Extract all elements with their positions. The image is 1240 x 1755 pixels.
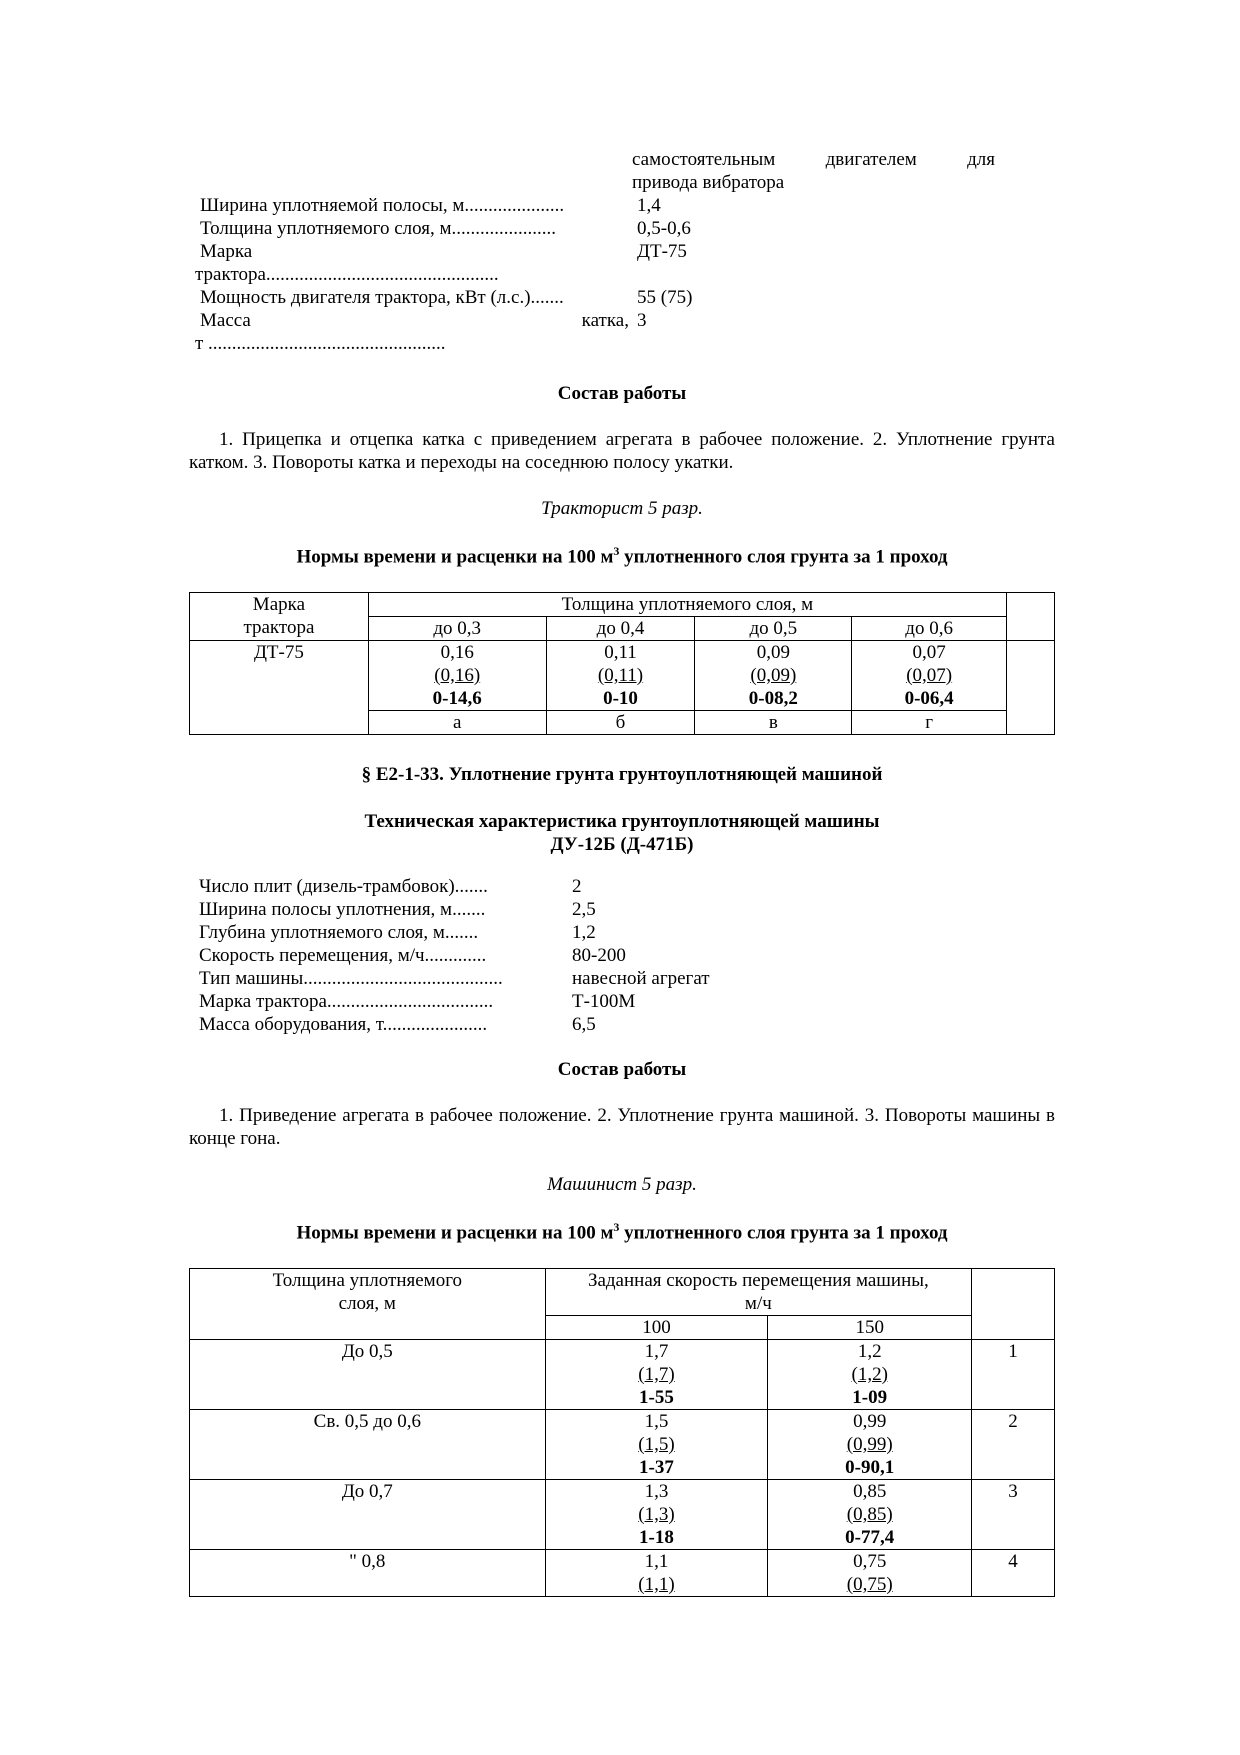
worker-grade: Машинист 5 разр. [547, 1174, 697, 1195]
paragraph-title: § Е2-1-33. Уплотнение грунта грунтоуплотняющей машиной [361, 764, 883, 785]
table-row [190, 1480, 1055, 1550]
spec-label: Толщина уплотняемого слоя, м...................... [200, 218, 557, 239]
norm-title [189, 1220, 1055, 1244]
spec-title-line: ДУ-12Б (Д-471Б) [550, 834, 694, 855]
spec-label-right: катка, [581, 310, 629, 331]
work-composition-heading: Состав работы [557, 1059, 687, 1080]
spec-value-word: для [967, 149, 995, 170]
norm-title-text: Нормы времени и расценки на 100 м [296, 546, 614, 568]
column-header: до 0,3 [368, 617, 546, 641]
spec-label: Масса оборудования, т...................... [199, 1014, 488, 1035]
row-label: ДТ-75 [190, 641, 369, 735]
spec-label: Ширина уплотняемой полосы, м..................... [200, 195, 565, 216]
spec-value: 1,4 [637, 195, 661, 216]
column-header: до 0,4 [546, 617, 695, 641]
spec-label: Тип машины.......................................... [199, 968, 503, 989]
value-cell: 0,11 (0,11) 0-10 [546, 641, 695, 711]
spec-label: Марка трактора................................... [199, 991, 494, 1012]
value-cell: 0,99 (0,99) 0-90,1 [768, 1410, 972, 1480]
value-cell: 1,3 (1,3) 1-18 [545, 1480, 768, 1550]
spec-label: Марка [200, 241, 253, 262]
value-cell: 1,5 (1,5) 1-37 [545, 1410, 768, 1480]
value-cell: 0,75 (0,75) [768, 1550, 972, 1597]
table-row [190, 641, 1055, 711]
work-composition-text: 1. Прицепка и отцепка катка с приведением агрегата в рабочее положение. 2. Уплотнение грунта катком. 3. Повороты катка и переходы на соседнюю полосу укатки. [189, 429, 1055, 473]
spec-label-cont: т .................................................. [195, 333, 446, 354]
header-empty-cell [1007, 593, 1055, 641]
column-header: 150 [768, 1316, 972, 1340]
value-cell: 0,85 (0,85) 0-77,4 [768, 1480, 972, 1550]
column-header: до 0,5 [695, 617, 852, 641]
table-row [190, 1340, 1055, 1410]
header-text: слоя, м [338, 1293, 396, 1314]
header-text: Марка [252, 594, 306, 615]
spec-value: ДТ-75 [637, 241, 687, 262]
spec-value: навесной агрегат [572, 968, 710, 989]
value-cell: 1,7 (1,7) 1-55 [545, 1340, 768, 1410]
norm-title-text: уплотненного слоя грунта за 1 проход [619, 546, 948, 568]
spec-value: 55 (75) [637, 287, 693, 308]
value-cell: 1,1 (1,1) [545, 1550, 768, 1597]
row-label: Св. 0,5 до 0,6 [190, 1410, 546, 1480]
spec-value: 2 [572, 876, 582, 897]
row-number: 2 [972, 1410, 1055, 1480]
spec-label: Масса [200, 310, 251, 331]
spec-value: 80-200 [572, 945, 626, 966]
row-number: 1 [972, 1340, 1055, 1410]
spec-label: Глубина уплотняемого слоя, м....... [199, 922, 479, 943]
header-cell [190, 593, 369, 641]
letter-cell: б [546, 711, 695, 735]
header-text: м/ч [744, 1293, 772, 1314]
norm-title-sup: 3 [613, 544, 620, 558]
value-cell: 0,16 (0,16) 0-14,6 [368, 641, 546, 711]
spec-value-word: двигателем [825, 149, 917, 170]
work-composition-heading: Состав работы [557, 383, 687, 404]
spec-label-cont: трактора................................................. [195, 264, 499, 285]
spec-title-line: Техническая характеристика грунтоуплотняющей машины [364, 811, 880, 832]
table-row [190, 1550, 1055, 1597]
column-header: 100 [545, 1316, 768, 1340]
norms-table-2 [189, 1268, 1055, 1597]
spec-label: Число плит (дизель-трамбовок)....... [199, 876, 488, 897]
spec-value: Т-100М [572, 991, 636, 1012]
value-cell: 0,09 (0,09) 0-08,2 [695, 641, 852, 711]
spec-value: 3 [637, 310, 647, 331]
letter-cell: г [852, 711, 1007, 735]
row-label: " 0,8 [190, 1550, 546, 1597]
spec-value: 1,2 [572, 922, 596, 943]
spec-value: 2,5 [572, 899, 596, 920]
spec-title [189, 810, 1055, 856]
value-cell: 1,2 (1,2) 1-09 [768, 1340, 972, 1410]
spec-label: Мощность двигателя трактора, кВт (л.с.)....... [200, 287, 564, 308]
table-row [190, 1410, 1055, 1480]
empty-cell [1007, 641, 1055, 735]
header-empty-cell [972, 1269, 1055, 1340]
row-number: 4 [972, 1550, 1055, 1597]
letter-cell: а [368, 711, 546, 735]
spec-label: Ширина полосы уплотнения, м....... [199, 899, 486, 920]
header-group-cell [545, 1269, 971, 1316]
spec-value: 6,5 [572, 1014, 596, 1035]
work-composition-text: 1. Приведение агрегата в рабочее положение. 2. Уплотнение грунта машиной. 3. Повороты машины в конце гона. [189, 1105, 1055, 1149]
norm-title-sup: 3 [613, 1220, 620, 1234]
row-number: 3 [972, 1480, 1055, 1550]
row-label: До 0,7 [190, 1480, 546, 1550]
header-text: трактора [243, 617, 315, 638]
norm-title-text: Нормы времени и расценки на 100 м [296, 1222, 614, 1244]
header-group-cell: Толщина уплотняемого слоя, м [368, 593, 1006, 617]
spec-label: Скорость перемещения, м/ч............. [199, 945, 487, 966]
header-cell [190, 1269, 546, 1340]
value-cell: 0,07 (0,07) 0-06,4 [852, 641, 1007, 711]
spec-value-word: самостоятельным [632, 149, 776, 170]
header-text: Толщина уплотняемого [272, 1270, 463, 1291]
norms-table-1 [189, 592, 1055, 735]
spec-value-line: привода вибратора [632, 172, 785, 193]
letter-cell: в [695, 711, 852, 735]
header-text: Заданная скорость перемещения машины, [587, 1270, 929, 1291]
machine-spec-list [199, 875, 710, 1036]
norm-title-text: уплотненного слоя грунта за 1 проход [619, 1222, 948, 1244]
spec-value: 0,5-0,6 [637, 218, 691, 239]
norm-title [189, 544, 1055, 568]
column-header: до 0,6 [852, 617, 1007, 641]
row-label: До 0,5 [190, 1340, 546, 1410]
worker-grade: Тракторист 5 разр. [541, 498, 703, 519]
roller-spec-list [195, 148, 995, 355]
